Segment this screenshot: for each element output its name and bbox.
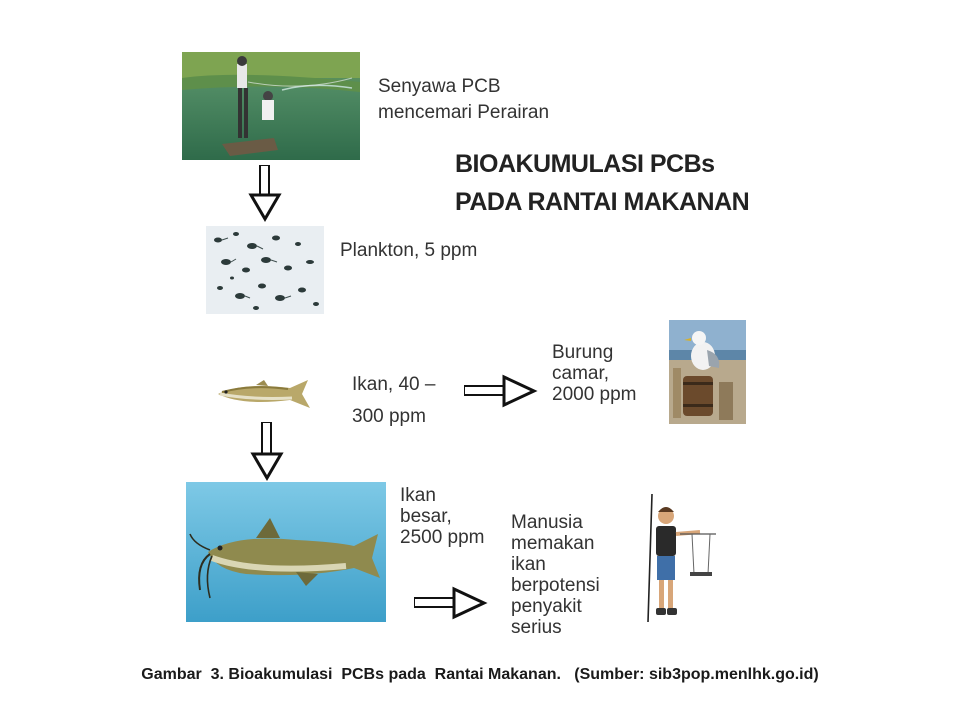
- figure-caption: Gambar 3. Bioakumulasi PCBs pada Rantai Makanan. (Sumber: sib3pop.menlhk.go.id): [141, 666, 819, 683]
- node-label-gull: [552, 342, 637, 405]
- node-label-line: berpotensi: [511, 575, 600, 596]
- node-label-water: [378, 76, 549, 123]
- fish-photo: [212, 374, 324, 414]
- boy-with-fishing-rod-photo: [630, 490, 722, 628]
- node-label-line: Plankton, 5 ppm: [340, 240, 478, 261]
- arrow-right-fish-to-gull: [464, 374, 538, 408]
- node-label-line: besar,: [400, 506, 452, 527]
- node-label-line: camar,: [552, 363, 610, 384]
- node-label-line: 2000 ppm: [552, 384, 637, 405]
- node-label-line: ikan: [511, 554, 546, 575]
- node-label-line: penyakit: [511, 596, 582, 617]
- node-label-line: serius: [511, 617, 562, 638]
- node-label-line: Manusia: [511, 512, 583, 533]
- node-label-line: mencemari Perairan: [378, 102, 550, 123]
- node-label-line: Senyawa PCB: [378, 76, 501, 97]
- node-label-line: 300 ppm: [352, 406, 426, 427]
- node-label-line: Ikan, 40 –: [352, 374, 436, 395]
- node-label-line: Ikan: [400, 485, 436, 506]
- node-label-line: Burung: [552, 342, 614, 363]
- title-line-1: BIOAKUMULASI PCBs: [455, 150, 715, 178]
- node-label-line: memakan: [511, 533, 595, 554]
- plankton-photo: [206, 226, 324, 314]
- node-label-fish: [352, 374, 435, 427]
- node-label-line: 2500 ppm: [400, 527, 485, 548]
- catfish-photo: [186, 482, 386, 622]
- title-line-2: PADA RANTAI MAKANAN: [455, 188, 750, 216]
- boat-on-water-photo: [182, 52, 360, 160]
- node-label-human: [511, 512, 600, 638]
- node-label-plankton: [340, 240, 477, 261]
- arrow-right-bigfish-to-human: [414, 586, 488, 620]
- node-label-bigfish: [400, 485, 485, 548]
- arrow-down-water-to-plankton: [248, 165, 282, 223]
- diagram-title: [455, 145, 749, 221]
- arrow-down-fish-to-bigfish: [250, 422, 284, 482]
- seagull-photo: [669, 320, 746, 424]
